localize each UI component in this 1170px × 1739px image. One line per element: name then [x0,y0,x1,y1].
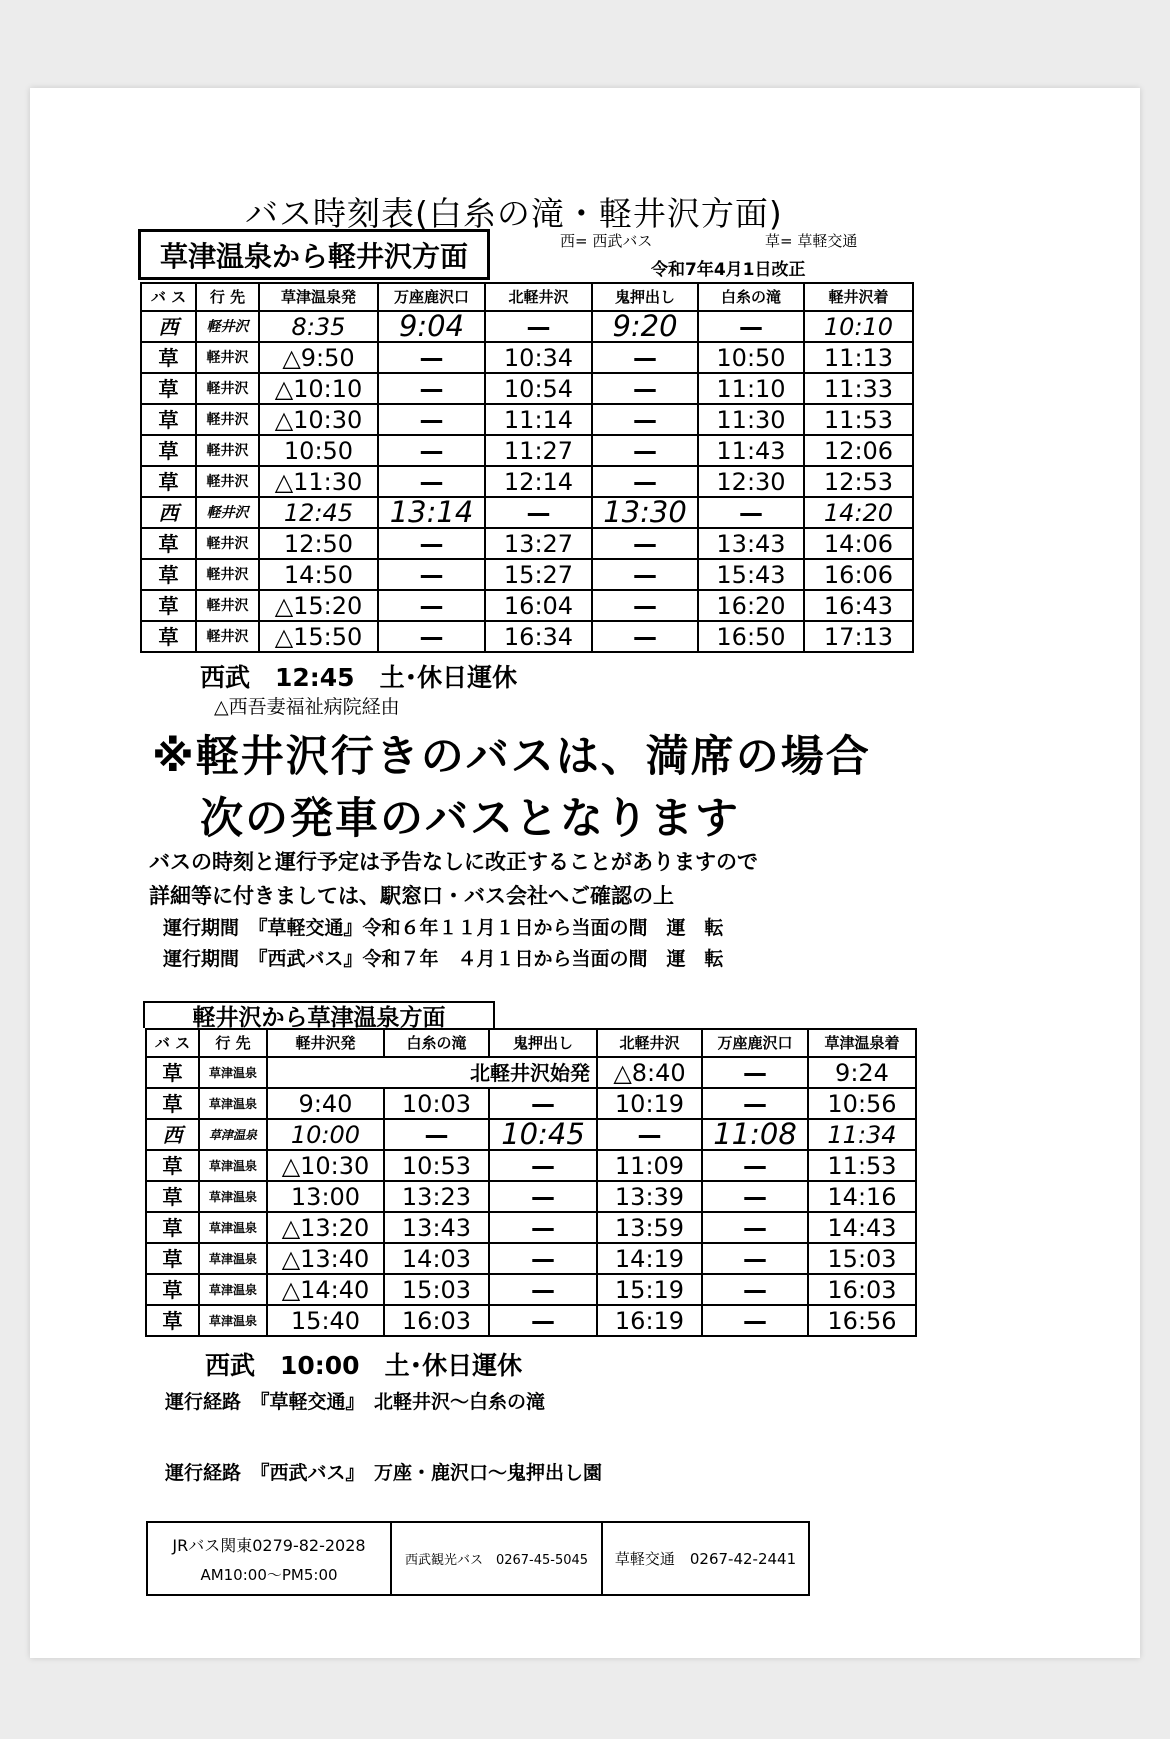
time-cell: △11:30 [259,466,378,497]
time-cell: 15:19 [597,1274,702,1305]
time-cell: 10:19 [597,1088,702,1119]
time-cell: △10:30 [267,1150,384,1181]
no-stop-cell: — [485,311,592,342]
bus-company-cell: 草 [141,528,196,559]
destination-cell: 軽井沢 [196,559,259,590]
contact-jr-hours: AM10:00～PM5:00 [200,1565,338,1584]
header-kusatsu-dep: 草津温泉発 [259,283,378,311]
header-shiraito: 白糸の滝 [384,1029,489,1057]
warning-line-2: 次の発車のバスとなります [200,794,740,844]
header-manza: 万座鹿沢口 [378,283,485,311]
no-stop-cell: — [485,497,592,528]
bus-company-cell: 草 [141,435,196,466]
no-stop-cell: — [378,466,485,497]
time-cell: 12:30 [698,466,804,497]
bus-company-cell: 草 [146,1243,199,1274]
header-shiraito: 白糸の滝 [698,283,804,311]
time-cell: 16:03 [808,1274,916,1305]
no-stop-cell: — [489,1088,597,1119]
kitakaruizawa-start-cell: 北軽井沢始発 [267,1057,597,1088]
timetable-row [146,1181,916,1212]
time-cell: △13:40 [267,1243,384,1274]
outbound-section-title: 草津温泉から軽井沢方面 [138,229,490,280]
inbound-header-row [146,1029,916,1057]
timetable-row [146,1305,916,1336]
time-cell: 11:53 [804,404,913,435]
time-cell: 12:06 [804,435,913,466]
no-stop-cell: — [378,435,485,466]
contact-kusakaru [603,1523,808,1594]
destination-cell: 軽井沢 [196,435,259,466]
timetable-row [141,466,913,497]
time-cell: 13:00 [267,1181,384,1212]
time-cell: 10:50 [698,342,804,373]
legend-kusakaru: 草= 草軽交通 [765,232,858,250]
no-stop-cell: — [592,590,698,621]
header-karuizawa-dep: 軽井沢発 [267,1029,384,1057]
time-cell: 9:04 [378,311,485,342]
destination-cell: 軽井沢 [196,373,259,404]
time-cell: 16:19 [597,1305,702,1336]
time-cell: 9:24 [808,1057,916,1088]
no-stop-cell: — [378,342,485,373]
contact-kusakaru-phone: 草軽交通 0267-42-2441 [614,1550,797,1568]
time-cell: △15:20 [259,590,378,621]
time-cell: 16:03 [384,1305,489,1336]
time-cell: 10:03 [384,1088,489,1119]
bus-company-cell: 草 [146,1181,199,1212]
contact-jr-phone: JRバス関東0279-82-2028 [172,1535,366,1555]
time-cell: 16:20 [698,590,804,621]
time-cell: 15:27 [485,559,592,590]
time-cell: 11:53 [808,1150,916,1181]
timetable-row [141,590,913,621]
time-cell: 10:50 [259,435,378,466]
destination-cell: 草津温泉 [199,1305,267,1336]
no-stop-cell: — [489,1181,597,1212]
time-cell: 15:40 [267,1305,384,1336]
no-stop-cell: — [592,559,698,590]
destination-cell: 軽井沢 [196,590,259,621]
no-stop-cell: — [702,1305,808,1336]
destination-cell: 草津温泉 [199,1181,267,1212]
time-cell: 10:54 [485,373,592,404]
destination-cell: 草津温泉 [199,1212,267,1243]
time-cell: 13:23 [384,1181,489,1212]
timetable-row [141,404,913,435]
time-cell: 14:03 [384,1243,489,1274]
no-stop-cell: — [592,373,698,404]
no-stop-cell: — [378,404,485,435]
time-cell: 12:50 [259,528,378,559]
destination-cell: 軽井沢 [196,528,259,559]
no-stop-cell: — [592,435,698,466]
outbound-header-row [141,283,913,311]
destination-cell: 草津温泉 [199,1274,267,1305]
time-cell: △9:50 [259,342,378,373]
timetable-row [141,528,913,559]
time-cell: 14:20 [804,497,913,528]
bus-company-cell: 草 [146,1212,199,1243]
time-cell: 14:50 [259,559,378,590]
bus-company-cell: 西 [146,1119,199,1150]
no-stop-cell: — [698,497,804,528]
header-onioshidashi: 鬼押出し [489,1029,597,1057]
bus-company-cell: 西 [141,497,196,528]
no-stop-cell: — [702,1243,808,1274]
no-stop-cell: — [489,1243,597,1274]
bus-company-cell: 草 [141,590,196,621]
no-stop-cell: — [702,1150,808,1181]
no-stop-cell: — [378,590,485,621]
contact-jr [148,1523,392,1594]
bus-company-cell: 草 [146,1088,199,1119]
time-cell: 13:14 [378,497,485,528]
time-cell: 17:13 [804,621,913,652]
timetable-row [146,1119,916,1150]
no-stop-cell: — [489,1150,597,1181]
timetable-row [141,373,913,404]
revision-date: 令和7年4月1日改正 [651,260,806,280]
destination-cell: 軽井沢 [196,497,259,528]
timetable-row [141,342,913,373]
bus-company-cell: 草 [146,1150,199,1181]
contact-seibu-phone: 西武観光バス 0267-45-5045 [404,1553,589,1568]
time-cell: 10:34 [485,342,592,373]
destination-cell: 軽井沢 [196,311,259,342]
contact-seibu [392,1523,603,1594]
bus-company-cell: 草 [146,1057,199,1088]
bus-company-cell: 草 [141,559,196,590]
period-kusakaru: 運行期間 『草軽交通』令和６年１１月１日から当面の間 運 転 [163,917,724,939]
time-cell: 14:16 [808,1181,916,1212]
destination-cell: 軽井沢 [196,342,259,373]
header-bus: バ ス [141,283,196,311]
time-cell: 13:27 [485,528,592,559]
time-cell: 11:13 [804,342,913,373]
time-cell: 12:53 [804,466,913,497]
time-cell: 10:10 [804,311,913,342]
timetable-row [146,1243,916,1274]
time-cell: △10:10 [259,373,378,404]
time-cell: 11:30 [698,404,804,435]
time-cell: △15:50 [259,621,378,652]
time-cell: 15:43 [698,559,804,590]
time-cell: 13:39 [597,1181,702,1212]
bus-company-cell: 西 [141,311,196,342]
time-cell: 11:27 [485,435,592,466]
timetable-row [141,311,913,342]
bus-company-cell: 草 [146,1274,199,1305]
no-stop-cell: — [597,1119,702,1150]
time-cell: 11:09 [597,1150,702,1181]
destination-cell: 草津温泉 [199,1243,267,1274]
inbound-section-title: 軽井沢から草津温泉方面 [143,1001,495,1028]
destination-cell: 軽井沢 [196,466,259,497]
no-stop-cell: — [702,1088,808,1119]
time-cell: 11:34 [808,1119,916,1150]
time-cell: 10:00 [267,1119,384,1150]
legend-seibu: 西= 西武バス [560,232,653,250]
time-cell: 14:43 [808,1212,916,1243]
time-cell: 9:20 [592,311,698,342]
timetable-row [146,1274,916,1305]
time-cell: 11:10 [698,373,804,404]
timetable-row [141,559,913,590]
time-cell: 11:43 [698,435,804,466]
time-cell: 16:34 [485,621,592,652]
time-cell: 13:59 [597,1212,702,1243]
no-stop-cell: — [702,1274,808,1305]
time-cell: 16:43 [804,590,913,621]
bus-company-cell: 草 [141,342,196,373]
inbound-timetable [145,1028,917,1337]
destination-cell: 草津温泉 [199,1088,267,1119]
destination-cell: 草津温泉 [199,1119,267,1150]
no-stop-cell: — [489,1274,597,1305]
contact-box [146,1521,810,1596]
route-kusakaru: 運行経路 『草軽交通』 北軽井沢～白糸の滝 [165,1391,546,1413]
info-line-2: 詳細等に付きましては、駅窓口・バス会社へご確認の上 [149,884,674,908]
no-stop-cell: — [489,1305,597,1336]
header-karuizawa-arr: 軽井沢着 [804,283,913,311]
time-cell: 15:03 [384,1274,489,1305]
bus-company-cell: 草 [146,1305,199,1336]
header-bus: バ ス [146,1029,199,1057]
time-cell: 13:43 [698,528,804,559]
bus-company-cell: 草 [141,373,196,404]
outbound-timetable [140,282,914,653]
warning-line-1: ※軽井沢行きのバスは、満席の場合 [152,732,871,782]
time-cell: 13:30 [592,497,698,528]
bus-company-cell: 草 [141,621,196,652]
time-cell: 16:50 [698,621,804,652]
time-cell: 14:06 [804,528,913,559]
no-stop-cell: — [592,528,698,559]
time-cell: 11:14 [485,404,592,435]
time-cell: 9:40 [267,1088,384,1119]
time-cell: △13:20 [267,1212,384,1243]
time-cell: 16:56 [808,1305,916,1336]
time-cell: 11:33 [804,373,913,404]
no-stop-cell: — [592,342,698,373]
no-stop-cell: — [384,1119,489,1150]
outbound-holiday-note: 西武 12:45 土･休日運休 [200,663,518,692]
time-cell: 13:43 [384,1212,489,1243]
no-stop-cell: — [378,621,485,652]
time-cell: 16:06 [804,559,913,590]
time-cell: 16:04 [485,590,592,621]
info-line-1: バスの時刻と運行予定は予告なしに改正することがありますので [149,850,758,874]
no-stop-cell: — [378,373,485,404]
time-cell: 15:03 [808,1243,916,1274]
time-cell: 10:53 [384,1150,489,1181]
header-destination: 行 先 [199,1029,267,1057]
no-stop-cell: — [592,404,698,435]
time-cell: △10:30 [259,404,378,435]
outbound-via-note: △西吾妻福祉病院経由 [214,696,400,718]
timetable-row [146,1150,916,1181]
destination-cell: 軽井沢 [196,621,259,652]
bus-company-cell: 草 [141,404,196,435]
period-seibu: 運行期間 『西武バス』令和７年 ４月１日から当面の間 運 転 [163,948,724,970]
no-stop-cell: — [702,1181,808,1212]
time-cell: 10:56 [808,1088,916,1119]
time-cell: 8:35 [259,311,378,342]
destination-cell: 草津温泉 [199,1057,267,1088]
destination-cell: 草津温泉 [199,1150,267,1181]
no-stop-cell: — [378,528,485,559]
header-manza: 万座鹿沢口 [702,1029,808,1057]
inbound-holiday-note: 西武 10:00 土･休日運休 [205,1351,523,1380]
header-kusatsu-arr: 草津温泉着 [808,1029,916,1057]
timetable-row [141,621,913,652]
header-kitakaruizawa: 北軽井沢 [485,283,592,311]
no-stop-cell: — [698,311,804,342]
no-stop-cell: — [702,1212,808,1243]
no-stop-cell: — [489,1212,597,1243]
no-stop-cell: — [592,466,698,497]
page-title: バス時刻表(白糸の滝・軽井沢方面) [245,194,783,233]
time-cell: 10:45 [489,1119,597,1150]
route-seibu: 運行経路 『西武バス』 万座・鹿沢口～鬼押出し園 [165,1462,603,1484]
header-destination: 行 先 [196,283,259,311]
time-cell: △8:40 [597,1057,702,1088]
timetable-row [146,1088,916,1119]
time-cell: 11:08 [702,1119,808,1150]
no-stop-cell: — [378,559,485,590]
inbound-first-row [146,1057,916,1088]
destination-cell: 軽井沢 [196,404,259,435]
no-stop-cell: — [702,1057,808,1088]
time-cell: 14:19 [597,1243,702,1274]
time-cell: △14:40 [267,1274,384,1305]
header-kitakaruizawa: 北軽井沢 [597,1029,702,1057]
timetable-row [141,435,913,466]
bus-company-cell: 草 [141,466,196,497]
timetable-row [146,1212,916,1243]
time-cell: 12:45 [259,497,378,528]
header-onioshidashi: 鬼押出し [592,283,698,311]
time-cell: 12:14 [485,466,592,497]
no-stop-cell: — [592,621,698,652]
timetable-row [141,497,913,528]
